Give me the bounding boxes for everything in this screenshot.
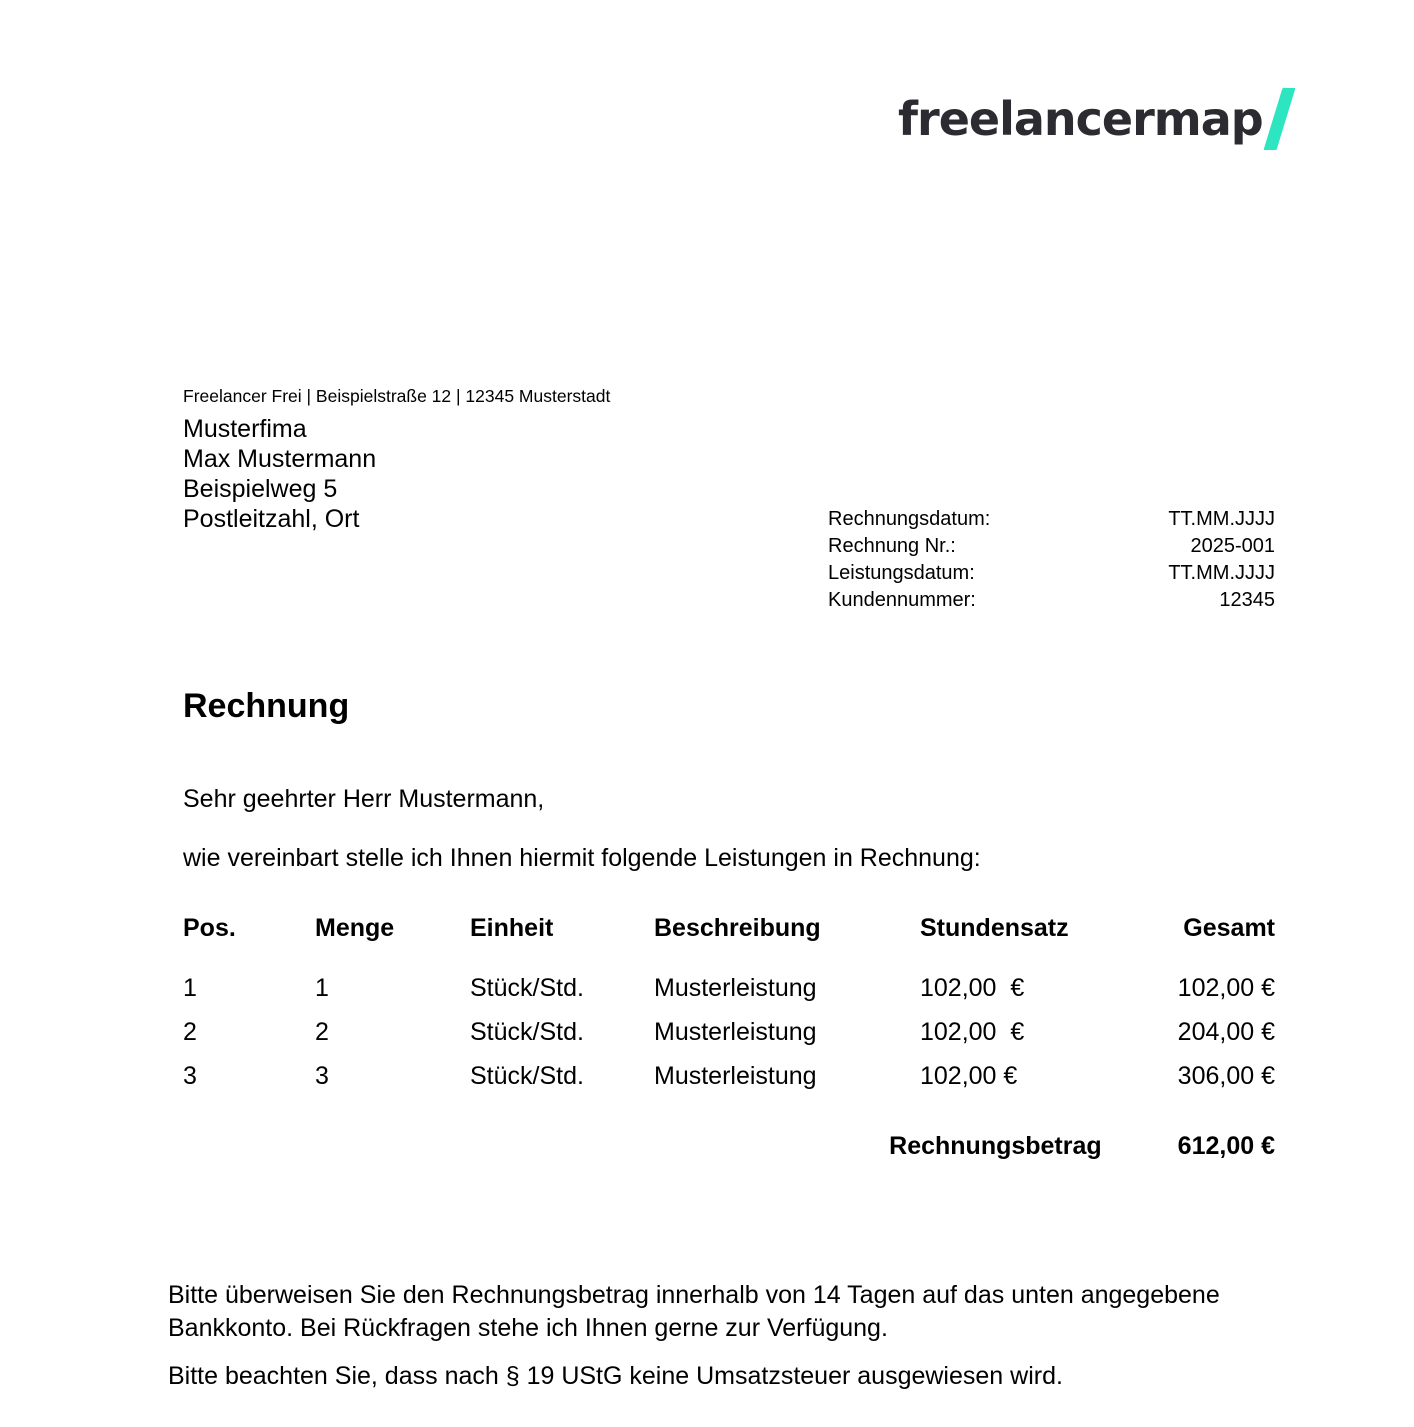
cell-stundensatz: 102,00 € (920, 1062, 1018, 1090)
cell-einheit: Stück/Std. (470, 974, 584, 1002)
table-row (183, 1062, 1275, 1106)
cell-stundensatz: 102,00 € (920, 1018, 1025, 1046)
total-label: Rechnungsbetrag (889, 1132, 1102, 1160)
customer-number-value: 12345 (1219, 589, 1275, 611)
recipient-street: Beispielweg 5 (183, 475, 338, 503)
cell-beschreibung: Musterleistung (654, 1062, 817, 1090)
customer-number-label: Kundennummer: (828, 589, 976, 611)
cell-stundensatz: 102,00 € (920, 974, 1025, 1002)
recipient-company: Musterfima (183, 415, 307, 443)
invoice-total-row (183, 1131, 1275, 1161)
tax-note: Bitte beachten Sie, dass nach § 19 UStG keine Umsatzsteuer ausgewiesen wird. (168, 1362, 1063, 1390)
invoice-date-label: Rechnungsdatum: (828, 508, 991, 530)
recipient-address-block (183, 386, 610, 534)
header-einheit: Einheit (470, 914, 554, 942)
payment-note: Bitte überweisen Sie den Rechnungsbetrag innerhalb von 14 Tagen auf das unten angegebene Bankkonto. Bei Rückfragen stehe ich Ihnen gerne zur Verfügung. (168, 1281, 1220, 1342)
service-date-label: Leistungsdatum: (828, 562, 975, 584)
document-title: Rechnung (183, 687, 350, 725)
cell-menge: 1 (315, 974, 329, 1002)
cell-einheit: Stück/Std. (470, 1018, 584, 1046)
table-row (183, 974, 1275, 1018)
header-pos: Pos. (183, 914, 236, 942)
table-header-row (183, 914, 1275, 974)
line-items-table (183, 914, 1275, 1106)
recipient-name: Max Mustermann (183, 445, 377, 473)
header-gesamt: Gesamt (1183, 914, 1275, 942)
invoice-number-label: Rechnung Nr.: (828, 535, 956, 557)
cell-menge: 3 (315, 1062, 329, 1090)
sender-return-line: Freelancer Frei | Beispielstraße 12 | 12345 Musterstadt (183, 386, 611, 406)
invoice-date-value: TT.MM.JJJJ (1168, 508, 1275, 530)
footer-notes (168, 1279, 1286, 1393)
freelancermap-logo (898, 88, 1286, 150)
logo-slash-icon (1263, 88, 1295, 150)
invoice-number-value: 2025-001 (1190, 535, 1275, 557)
cell-beschreibung: Musterleistung (654, 974, 817, 1002)
header-beschreibung: Beschreibung (654, 914, 821, 942)
intro-line: wie vereinbart stelle ich Ihnen hiermit folgende Leistungen in Rechnung: (183, 844, 981, 872)
cell-pos: 1 (183, 974, 197, 1002)
cell-gesamt: 102,00 € (1177, 974, 1275, 1002)
header-stundensatz: Stundensatz (920, 914, 1069, 942)
cell-gesamt: 204,00 € (1177, 1018, 1275, 1046)
header-menge: Menge (315, 914, 395, 942)
cell-menge: 2 (315, 1018, 329, 1046)
cell-pos: 3 (183, 1062, 197, 1090)
cell-beschreibung: Musterleistung (654, 1018, 817, 1046)
total-value: 612,00 € (1177, 1132, 1275, 1160)
meta-row-customer-number (828, 587, 1275, 614)
cell-einheit: Stück/Std. (470, 1062, 584, 1090)
meta-row-invoice-number (828, 533, 1275, 560)
meta-row-invoice-date (828, 506, 1275, 533)
meta-row-service-date (828, 560, 1275, 587)
table-row (183, 1018, 1275, 1062)
logo-text: freelancermap (898, 92, 1263, 146)
salutation-line: Sehr geehrter Herr Mustermann, (183, 785, 545, 813)
cell-gesamt: 306,00 € (1177, 1062, 1275, 1090)
service-date-value: TT.MM.JJJJ (1168, 562, 1275, 584)
cell-pos: 2 (183, 1018, 197, 1046)
invoice-meta-block (828, 506, 1275, 614)
recipient-city: Postleitzahl, Ort (183, 505, 360, 533)
